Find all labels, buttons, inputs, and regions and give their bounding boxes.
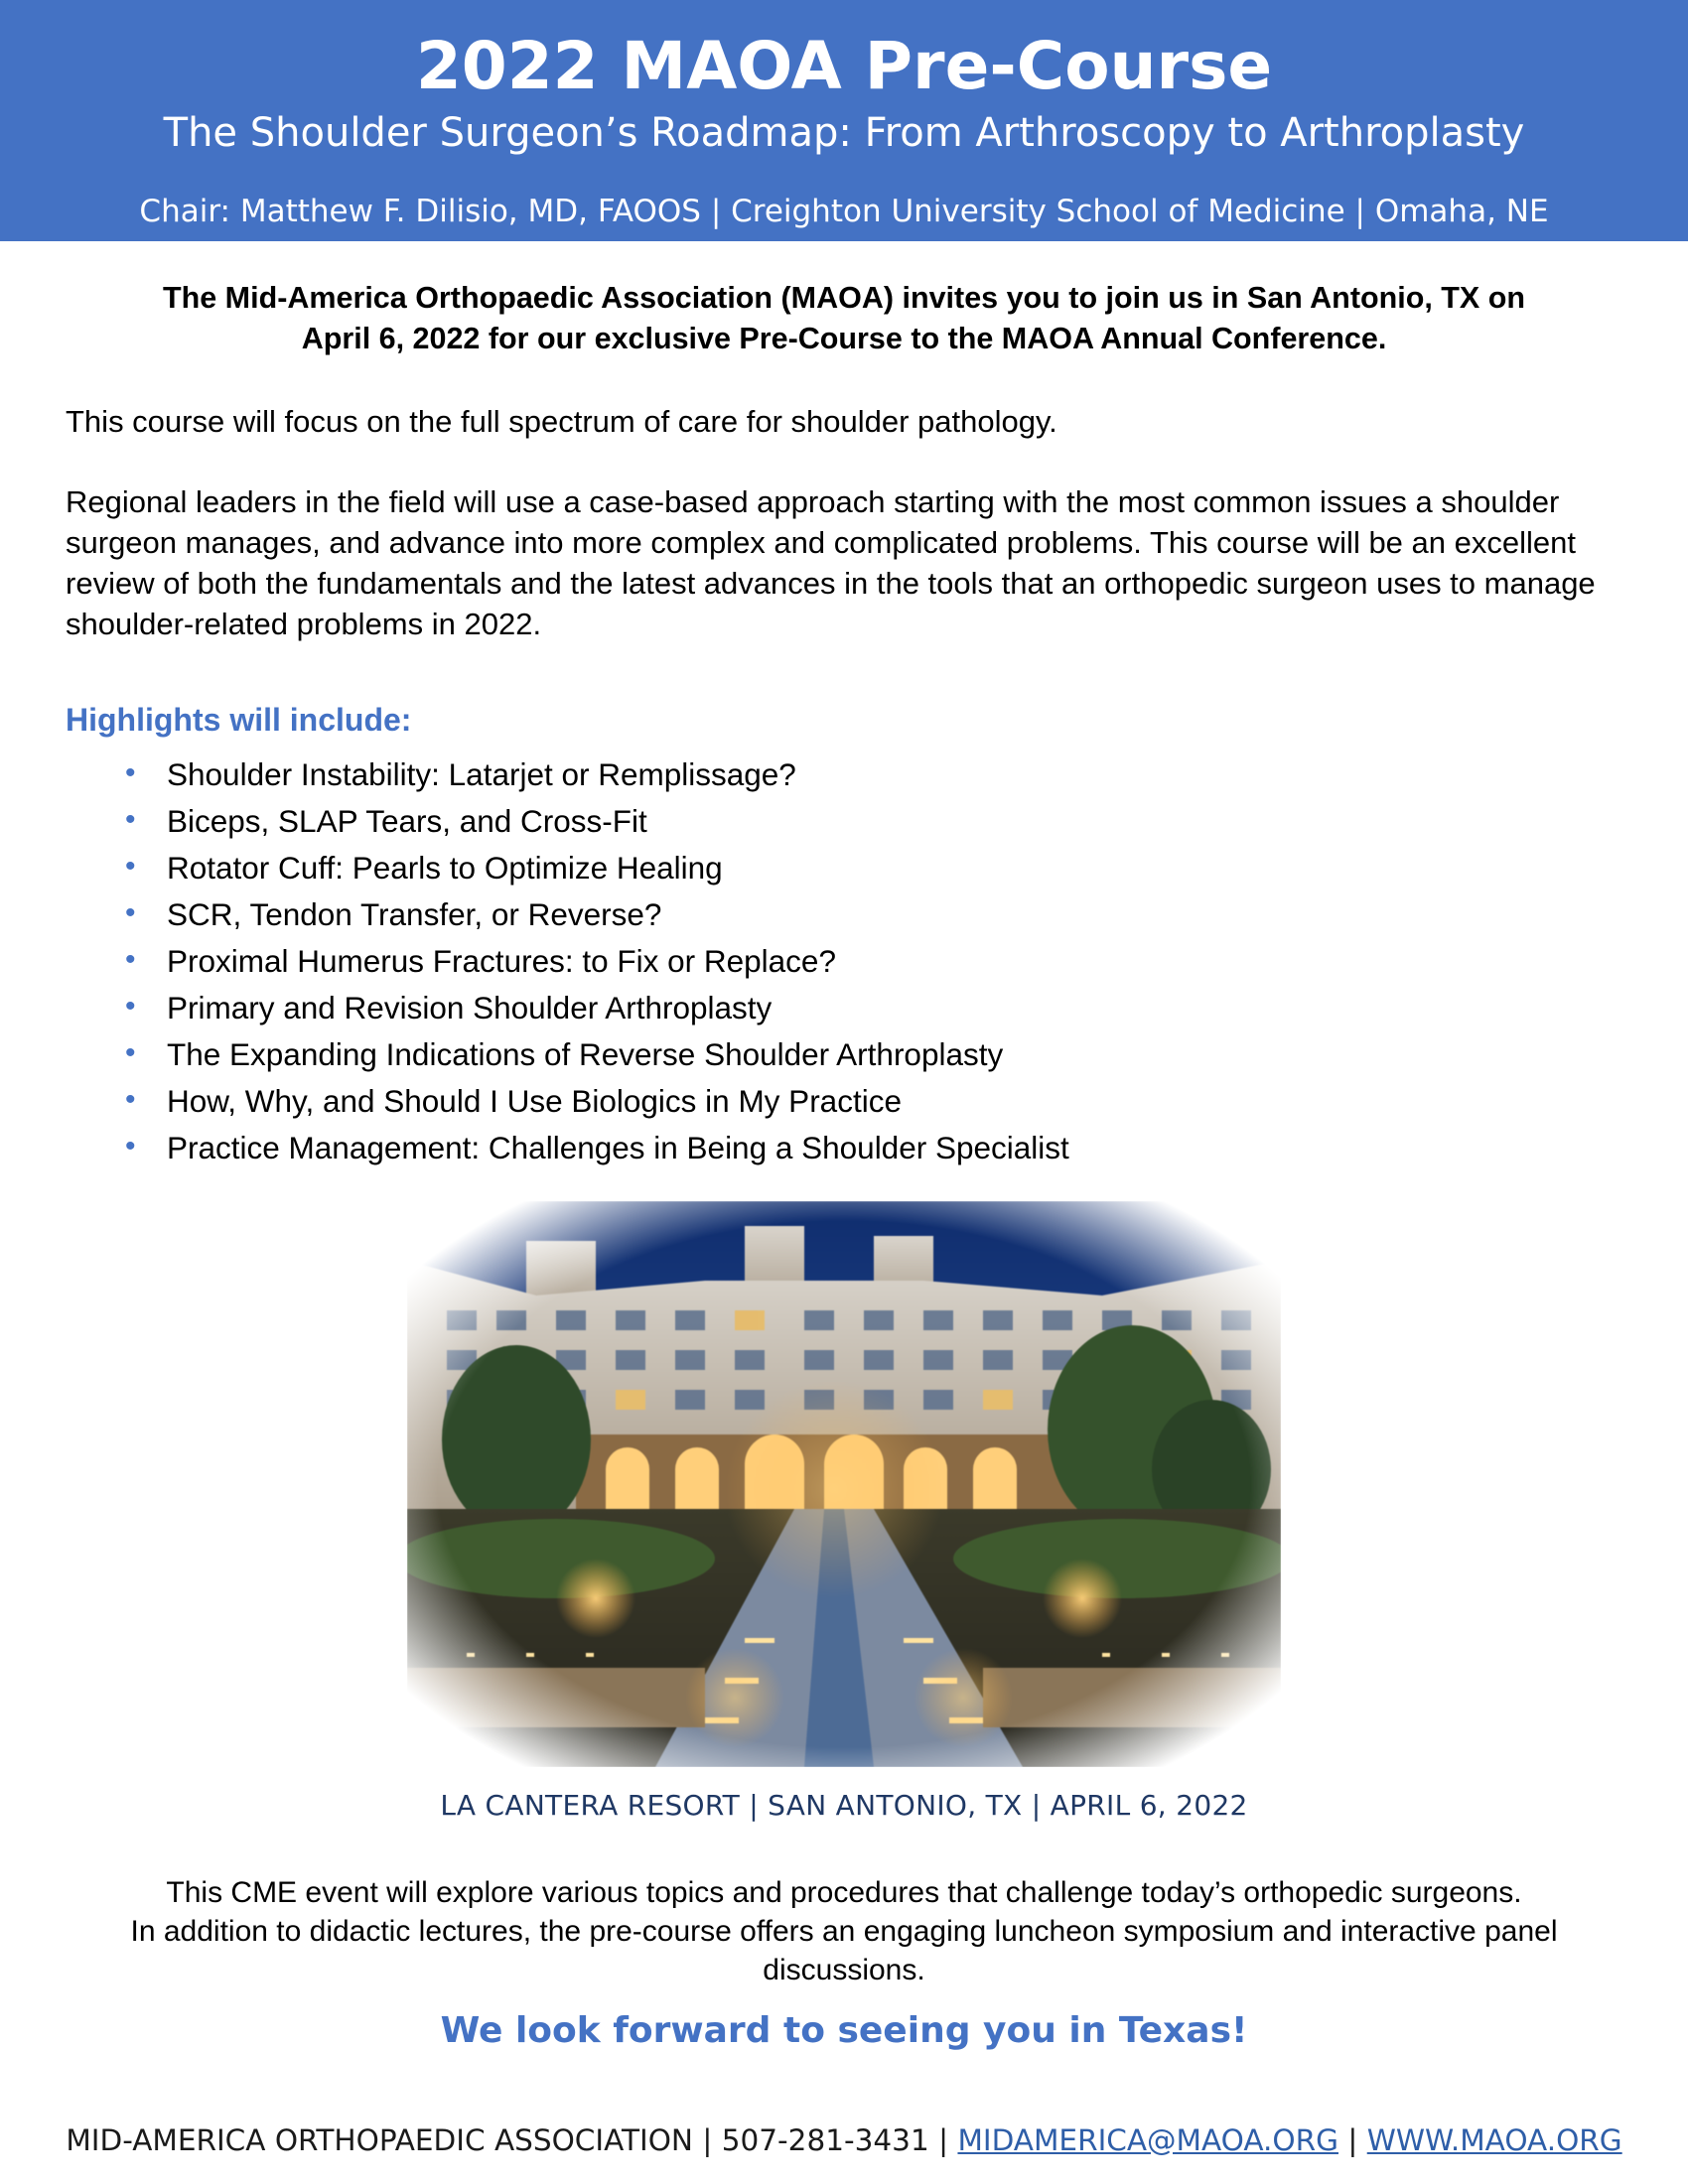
list-item: • SCR, Tendon Transfer, or Reverse? xyxy=(125,891,1069,938)
list-item: • Practice Management: Challenges in Being a Shoulder Specialist xyxy=(125,1125,1069,1171)
photo-caption: LA CANTERA RESORT | SAN ANTONIO, TX | APRIL 6, 2022 xyxy=(440,1789,1248,1822)
bullet-icon: • xyxy=(125,943,136,976)
bullet-icon: • xyxy=(125,756,136,789)
list-item: • Rotator Cuff: Pearls to Optimize Healing xyxy=(125,845,1069,891)
footer-website-link[interactable]: WWW.MAOA.ORG xyxy=(1366,2123,1622,2157)
bullet-icon: • xyxy=(125,1036,136,1069)
bullet-icon: • xyxy=(125,850,136,883)
highlights-heading: Highlights will include: xyxy=(66,702,412,738)
invitation-line-1: The Mid-America Orthopaedic Association (MAOA) invites you to join us in San Antonio, TX on xyxy=(162,281,1525,315)
footer-org: MID-AMERICA ORTHOPAEDIC ASSOCIATION xyxy=(66,2123,693,2157)
footer-separator: | xyxy=(702,2123,713,2157)
focus-paragraph: This course will focus on the full spectrum of care for shoulder pathology. xyxy=(66,404,1057,439)
bullet-icon: • xyxy=(125,1083,136,1116)
closing-message: We look forward to seeing you in Texas! xyxy=(440,2010,1248,2051)
footer xyxy=(0,2120,1688,2160)
bullet-icon: • xyxy=(125,990,136,1023)
list-item: • Shoulder Instability: Latarjet or Remplissage? xyxy=(125,751,1069,798)
footer-separator: | xyxy=(1347,2123,1358,2157)
header-banner xyxy=(0,0,1688,241)
footer-phone: 507-281-3431 xyxy=(721,2123,929,2157)
page-subtitle: The Shoulder Surgeon’s Roadmap: From Arthroscopy to Arthroplasty xyxy=(163,110,1525,156)
invitation-line-2: April 6, 2022 for our exclusive Pre-Course to the MAOA Annual Conference. xyxy=(301,322,1387,355)
cme-line-2: In addition to didactic lectures, the pre-course offers an engaging luncheon symposium and interactive panel discussions. xyxy=(130,1915,1558,1986)
page-title: 2022 MAOA Pre-Course xyxy=(415,28,1273,104)
cme-line-1: This CME event will explore various topics and procedures that challenge today’s orthopedic surgeons. xyxy=(166,1876,1522,1909)
footer-separator: | xyxy=(938,2123,949,2157)
bullet-icon: • xyxy=(125,896,136,929)
approach-paragraph: Regional leaders in the field will use a case-based approach starting with the most common issues a shoulder surgeon manages, and advance into more complex and complicated problems. This course will be an excellent review of both the fundamentals and the latest advances in the tools that an orthopedic surgeon uses to manage shoulder-related problems in 2022. xyxy=(66,484,1596,641)
list-item: • The Expanding Indications of Reverse Shoulder Arthroplasty xyxy=(125,1031,1069,1078)
cme-description xyxy=(50,1873,1638,1989)
footer-email-link[interactable]: MIDAMERICA@MAOA.ORG xyxy=(957,2123,1338,2157)
chair-line: Chair: Matthew F. Dilisio, MD, FAOOS | Creighton University School of Medicine | Omaha, NE xyxy=(139,194,1549,229)
list-item: • Proximal Humerus Fractures: to Fix or Replace? xyxy=(125,938,1069,985)
list-item: • How, Why, and Should I Use Biologics in My Practice xyxy=(125,1078,1069,1125)
bullet-icon: • xyxy=(125,1130,136,1162)
resort-photo xyxy=(407,1201,1281,1767)
highlights-list xyxy=(125,751,1069,1171)
list-item: • Primary and Revision Shoulder Arthroplasty xyxy=(125,985,1069,1031)
list-item: • Biceps, SLAP Tears, and Cross-Fit xyxy=(125,798,1069,845)
invitation-text xyxy=(60,278,1628,359)
bullet-icon: • xyxy=(125,803,136,836)
